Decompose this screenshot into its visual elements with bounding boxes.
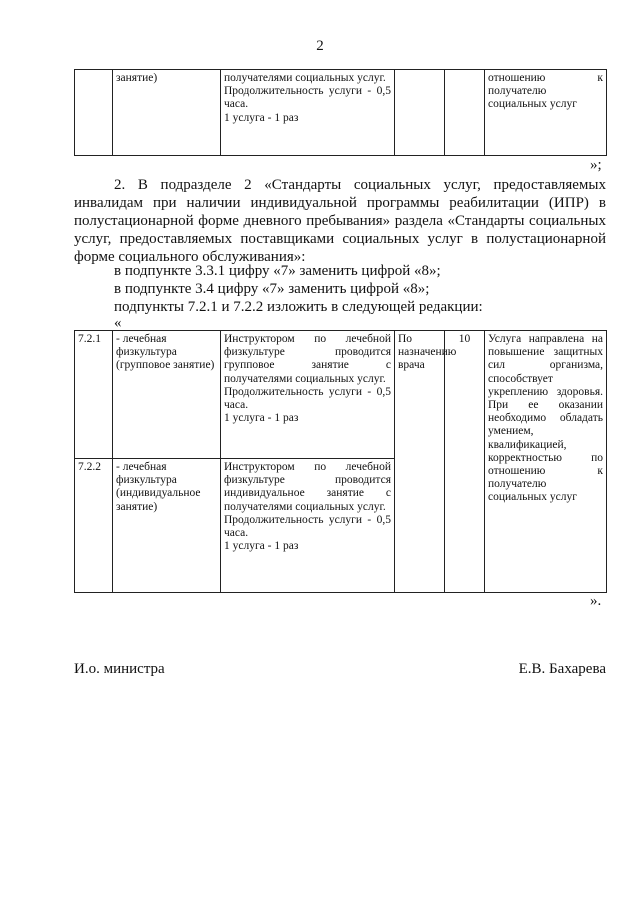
description-line: 1 услуга - 1 раз xyxy=(224,412,299,425)
amendment-line: в подпункте 3.3.1 цифру «7» заменить цифрой «8»; xyxy=(114,263,441,279)
description-line: Продолжительность услуги - 0,5 часа. xyxy=(224,513,391,540)
description-line: Инструктором по лечебной физкультуре проводится индивидуальное занятие с получателями социальных услуг. xyxy=(224,461,391,513)
table-row xyxy=(75,331,607,459)
description-line: Инструктором по лечебной физкультуре проводится групповое занятие с получателями социальных услуг. xyxy=(224,333,391,385)
cell-service-name: - лечебная физкультура (групповое занятие) xyxy=(113,331,221,459)
description-line: 1 услуга - 1 раз xyxy=(224,540,299,553)
cell-description xyxy=(221,70,395,156)
signature-name: Е.В. Бахарева xyxy=(518,661,606,677)
cell-service-name: занятие) xyxy=(113,70,221,156)
cell-description xyxy=(221,331,395,459)
amendment-line: подпункты 7.2.1 и 7.2.2 изложить в следующей редакции: xyxy=(114,299,483,315)
page-number: 2 xyxy=(316,38,324,54)
description-line: получателями социальных услуг. xyxy=(224,72,386,84)
signature-position: И.о. министра xyxy=(74,661,165,677)
description-line: Продолжительность услуги - 0,5 часа. xyxy=(224,85,391,111)
amendment-paragraph: 2. В подразделе 2 «Стандарты социальных услуг, предоставляемых инвалидам при наличии индивидуальной программы реабилитации (ИПР) в полустационарной форме дневного пребывания» раздела «Стандарты социальных услуг, предоставляемых поставщиками социальных услуг в полустационарной форме социального обслуживания»: xyxy=(74,177,606,265)
closing-quote-mark: ». xyxy=(590,593,602,609)
table-row xyxy=(75,70,607,156)
cell-service-name: - лечебная физкультура (индивидуальное занятие) xyxy=(113,459,221,593)
cell-number: 7.2.2 xyxy=(75,459,113,593)
cell-result: Услуга направлена на повышение защитных сил организма, способствует укреплению здоровья. При ее оказании необходимо обладать умением, квалификацией, корректностью по отношению к получателю социальных услуг xyxy=(485,331,607,593)
cell-result: отношению к получателю социальных услуг xyxy=(485,70,607,156)
description-line: 1 услуга - 1 раз xyxy=(224,111,299,124)
opening-quote-mark: « xyxy=(114,315,122,331)
table-continuation xyxy=(74,69,607,156)
cell-count xyxy=(445,70,485,156)
cell-number xyxy=(75,70,113,156)
cell-prescription: По назначению врача xyxy=(395,331,445,593)
cell-count: 10 xyxy=(445,331,485,593)
cell-prescription xyxy=(395,70,445,156)
cell-description xyxy=(221,459,395,593)
closing-quote-mark: »; xyxy=(590,157,602,173)
cell-number: 7.2.1 xyxy=(75,331,113,459)
description-line: Продолжительность услуги - 0,5 часа. xyxy=(224,385,391,412)
amendment-line: в подпункте 3.4 цифру «7» заменить цифрой «8»; xyxy=(114,281,430,297)
services-table xyxy=(74,330,607,593)
